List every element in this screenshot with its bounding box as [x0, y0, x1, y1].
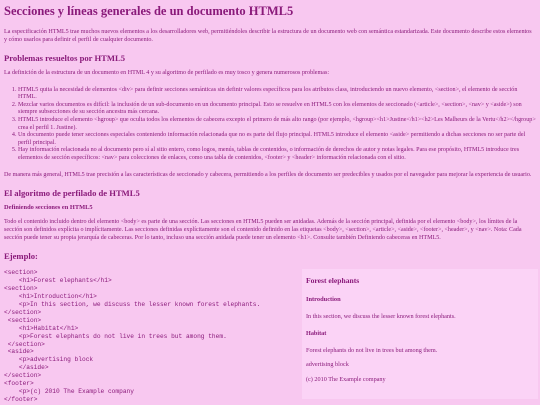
example-container	[4, 269, 536, 403]
list-item: 4. Un documento puede tener secciones especiales conteniendo información relacionada que no es parte del flujo principal. HTML5 introduce el elemento <aside> permitiendo a dichas secciones no ser parte del perfil principal.	[18, 132, 536, 147]
list-item: 1. HTML5 quita la necesidad de elementos <div> para definir secciones semánticas sin definir valores específicos para los atributos class, introduciendo un nuevo elemento, <section>, el elemento de sección HTML.	[18, 87, 536, 102]
page-title: Secciones y líneas generales de un documento HTML5	[4, 4, 294, 18]
algorithm-text: Todo el contenido incluido dentro del elemento <body> es parte de una sección. Las secciones en HTML5 pueden ser anidadas. Además de la sección principal, definida por el elemento <body>, los límites de la sección son definidos explícita o implícitamente. Las secciones definidas explícitamente son el contenido definido en las etiquetas <body>, <section>, <article>, <aside>, <footer>, <header>, y <nav>. Nota: Cada sección puede tener su propia jerarquía de cabeceras. Por lo tanto, incluso una sección anidada puede tener un elemento <h1>. Consulte también Definiendo cabeceras en HTML5.	[4, 218, 522, 242]
list-item: 5. Hay información relacionada no al documento pero sí al sitio entero, como logos, menús, tablas de contenidos, o información de derechos de autor y notas legales. Para ese propósito, HTML5 introduce tres elementos de sección específicos: <nav> para colecciones de enlaces, como una tabla de contenidos, <footer> y <header> información relacionada con el sitio.	[18, 147, 536, 162]
document-page	[4, 4, 536, 403]
example-heading: Ejemplo:	[4, 251, 38, 262]
list-item: 2. Mezclar varios documentos es difícil: la inclusión de un sub-documento en un documento principal. Esto se resuelve en HTML5 con los elementos de seccionado (<article>, <section>, <nav> y <aside>) son siempre subsecciones de su sección ancestra más cercana.	[18, 102, 536, 117]
code-block: <section> <h1>Forest elephants</h1> <section> <h1>Introduction</h1> <p>In this section, we discuss the lesser known forest elephants. </section> <section> <h1>Habitat</h1> <p>Forest elephants do not live in trees but among them. </section> <aside> <p>advertising block </aside> </section> <footer> <p>(c) 2010 The Example company </footer>	[4, 269, 261, 403]
problems-text: La definición de la estructura de un documento en HTML 4 y su algoritmo de perfilado es muy tosco y genera numerosos problemas:	[4, 70, 330, 77]
demo-section2-text: Forest elephants do not live in trees but among them.	[306, 347, 438, 355]
algorithm-heading: El algoritmo de perfilado de HTML5	[4, 187, 140, 198]
demo-title: Forest elephants	[306, 276, 360, 286]
rendered-demo	[302, 269, 538, 399]
demo-aside-text: advertising block	[306, 361, 349, 369]
demo-section1-text: In this section, we discuss the lesser known forest elephants.	[306, 313, 456, 321]
problems-closing: De manera más general, HTML5 trae precisión a las características de seccionado y cabecera, permitiendo a los perfiles de documento ser predecibles y usados por el navegador para mejorar la experiencia de usuario.	[4, 171, 532, 178]
problems-heading: Problemas resueltos por HTML5	[4, 53, 126, 64]
demo-section1-heading: Introduction	[306, 296, 341, 304]
list-item: 3. HTML5 introduce el elemento <hgroup> que oculta todos los elementos de cabecera excepto el primero de más alto rango (por ejemplo, <hgroup><h1>Justine</h1><h2>Les Malheurs de la Vertu</h2></hgroup> crea el perfil 1. Justine).	[18, 117, 536, 132]
problems-list	[4, 87, 536, 163]
algorithm-subheading: Definiendo secciones en HTML5	[4, 203, 93, 211]
demo-section2-heading: Habitat	[306, 330, 327, 338]
intro-paragraph: La especificación HTML5 trae muchos nuevos elementos a los desarrolladores web, permitiéndoles describir la estructura de un documento web con semántica estandarizada. Este documento describe estos elementos y cómo usarlos para definir el perfil de cualquier documento.	[4, 29, 532, 44]
demo-footer-text: (c) 2010 The Example company	[306, 376, 386, 384]
